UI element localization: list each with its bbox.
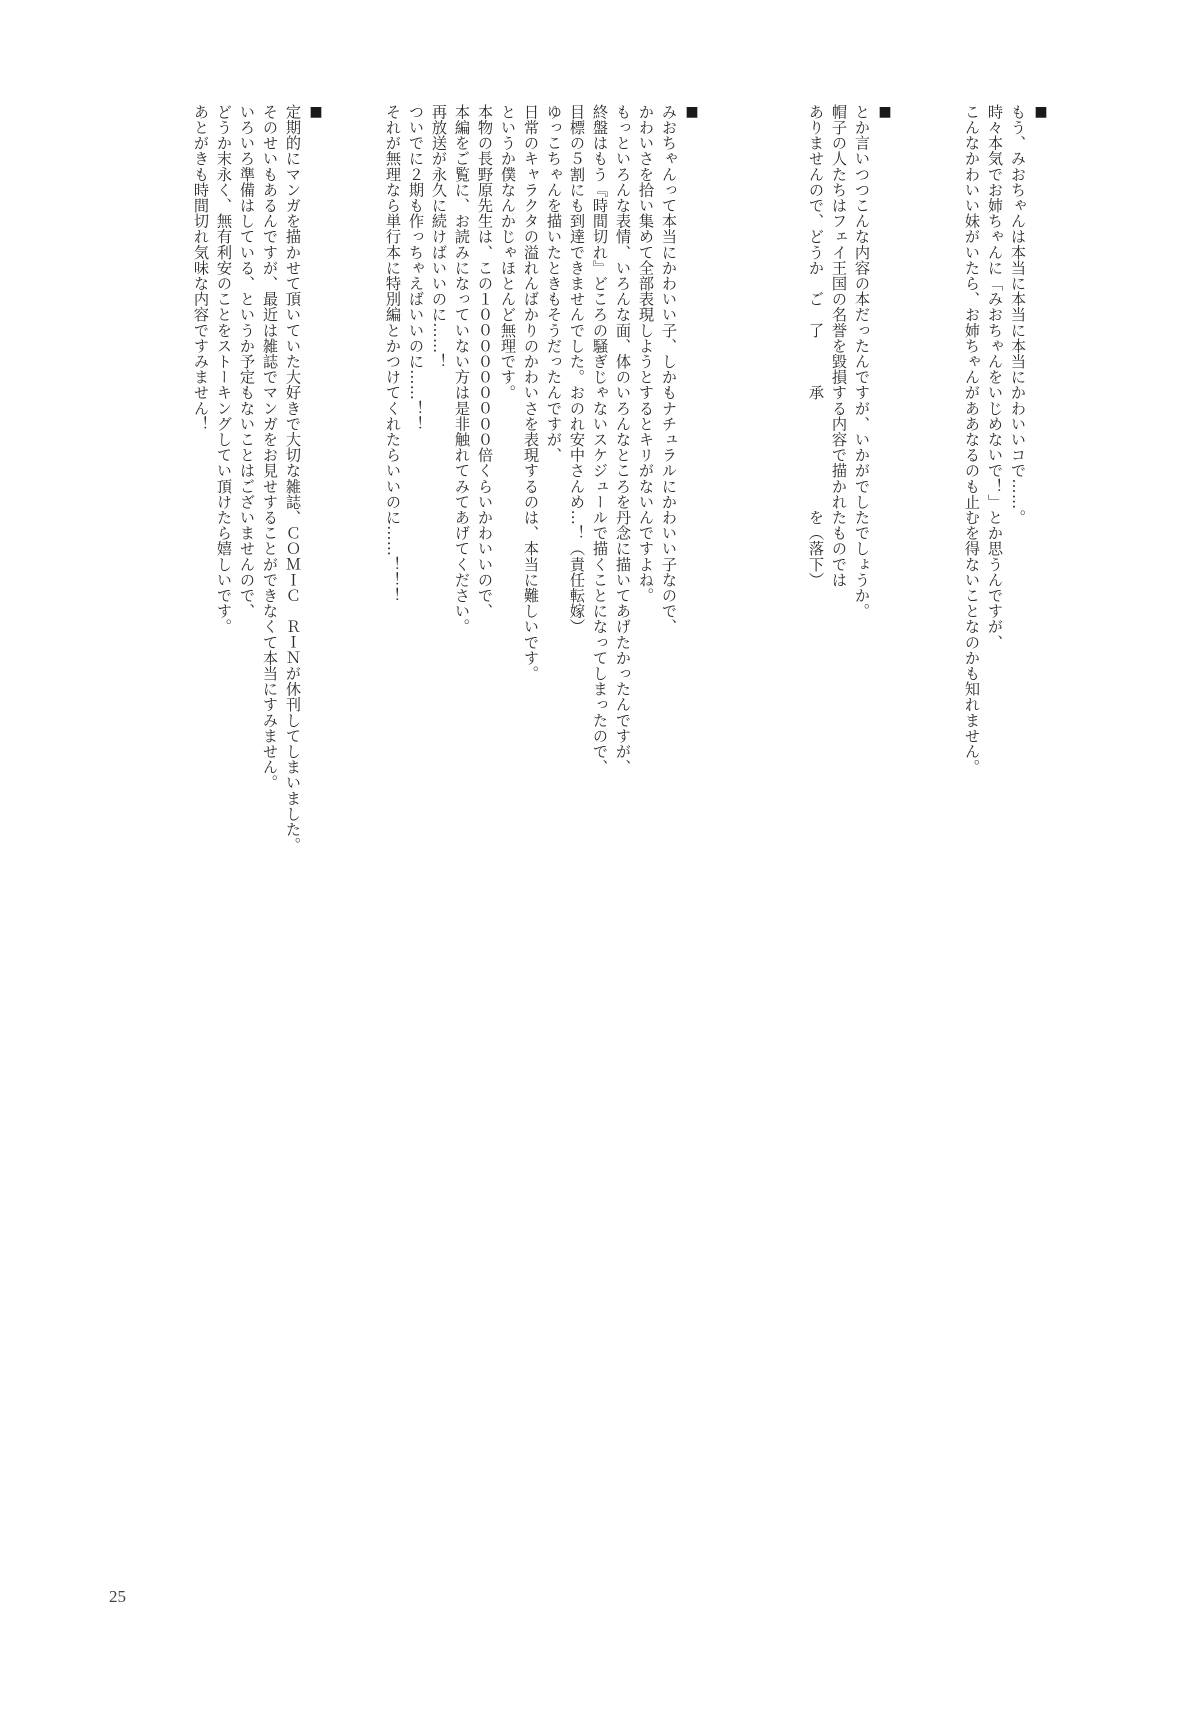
- body-line: どうか末永く、無有利安のことをストーキングしてい頂けたら嬉しいです。: [215, 104, 233, 635]
- body-line: いろいろ準備はしている、というか予定もないことはございませんので、: [238, 104, 256, 619]
- body-line: 本編をご覧に、お読みになっていない方は是非触れてみてあげてください。: [453, 104, 471, 635]
- body-line: もう、みおちゃんは本当に本当に本当にかわいいコで……。: [1009, 104, 1027, 526]
- afterword-section-4: [189, 104, 327, 1004]
- body-line: 本物の長野原先生は、この１０００００００００倍くらいかわいいので、: [476, 104, 494, 619]
- body-line: 定期的にマンガを描かせて頂いていた大好きで大切な雑誌、ＣＯＭＩＣ ＲＩＮが休刊してしまいました。: [284, 104, 302, 853]
- body-line: もっといろんな表情、いろんな面、体のいろんなところを丹念に描いてあげたかったんですが、: [614, 104, 632, 775]
- afterword-section-1: [960, 104, 1052, 1004]
- body-line: ついでに２期も作っちゃえばいいのに……！！: [407, 104, 425, 432]
- section-marker: ■: [1033, 104, 1049, 121]
- body-line: みおちゃんって本当にかわいい子、しかもナチュラルにかわいい子なので、: [660, 104, 678, 635]
- body-line: 再放送が永久に続けばいいのに……！: [430, 104, 448, 370]
- afterword-section-2: [804, 104, 896, 1004]
- body-line: こんなかわいい妹がいたら、お姉ちゃんがああなるのも止むを得ないことなのかも知れません。: [963, 104, 981, 775]
- body-line: 時々本気でお姉ちゃんに「みおちゃんをいじめないで！」とか思うんですが、: [986, 104, 1004, 650]
- body-line: そのせいもあるんですが、最近は雑誌でマンガをお見せすることができなくて本当にすみません。: [261, 104, 279, 791]
- section-marker: ■: [308, 104, 324, 121]
- section-marker: ■: [877, 104, 893, 121]
- body-line: 日常のキャラクタの溢れんばかりのかわいさを表現するのは、本当に難しいです。: [522, 104, 540, 682]
- body-line: というか僕なんかじゃほとんど無理です。: [499, 104, 517, 401]
- body-line: ありませんので、どうか ご 了 承 を（落下）: [807, 104, 825, 588]
- body-line: かわいさを拾い集めて全部表現しようとするとキリがないんですよね。: [637, 104, 655, 604]
- page-number: 25: [109, 1587, 126, 1606]
- body-line: ゆっこちゃんを描いたときもそうだったんですが、: [545, 104, 563, 463]
- afterword-section-3: [381, 104, 703, 1004]
- section-marker: ■: [684, 104, 700, 121]
- body-line: 帽子の人たちはフェイ王国の名誉を毀損する内容で描かれたものでは: [830, 104, 848, 588]
- body-line: とか言いつつこんな内容の本だったんですが、いかがでしたでしょうか。: [853, 104, 871, 619]
- body-line: あとがきも時間切れ気味な内容ですみません！: [192, 104, 210, 432]
- body-line: 目標の５割にも到達できませんでした。おのれ安中さんめ…！（責任転嫁）: [568, 104, 586, 635]
- body-line: それが無理なら単行本に特別編とかつけてくれたらいいのに……！！！: [384, 104, 402, 604]
- body-line: 終盤はもう『時間切れ』どころの騒ぎじゃないスケジュールで描くことになってしまったので、: [591, 104, 609, 775]
